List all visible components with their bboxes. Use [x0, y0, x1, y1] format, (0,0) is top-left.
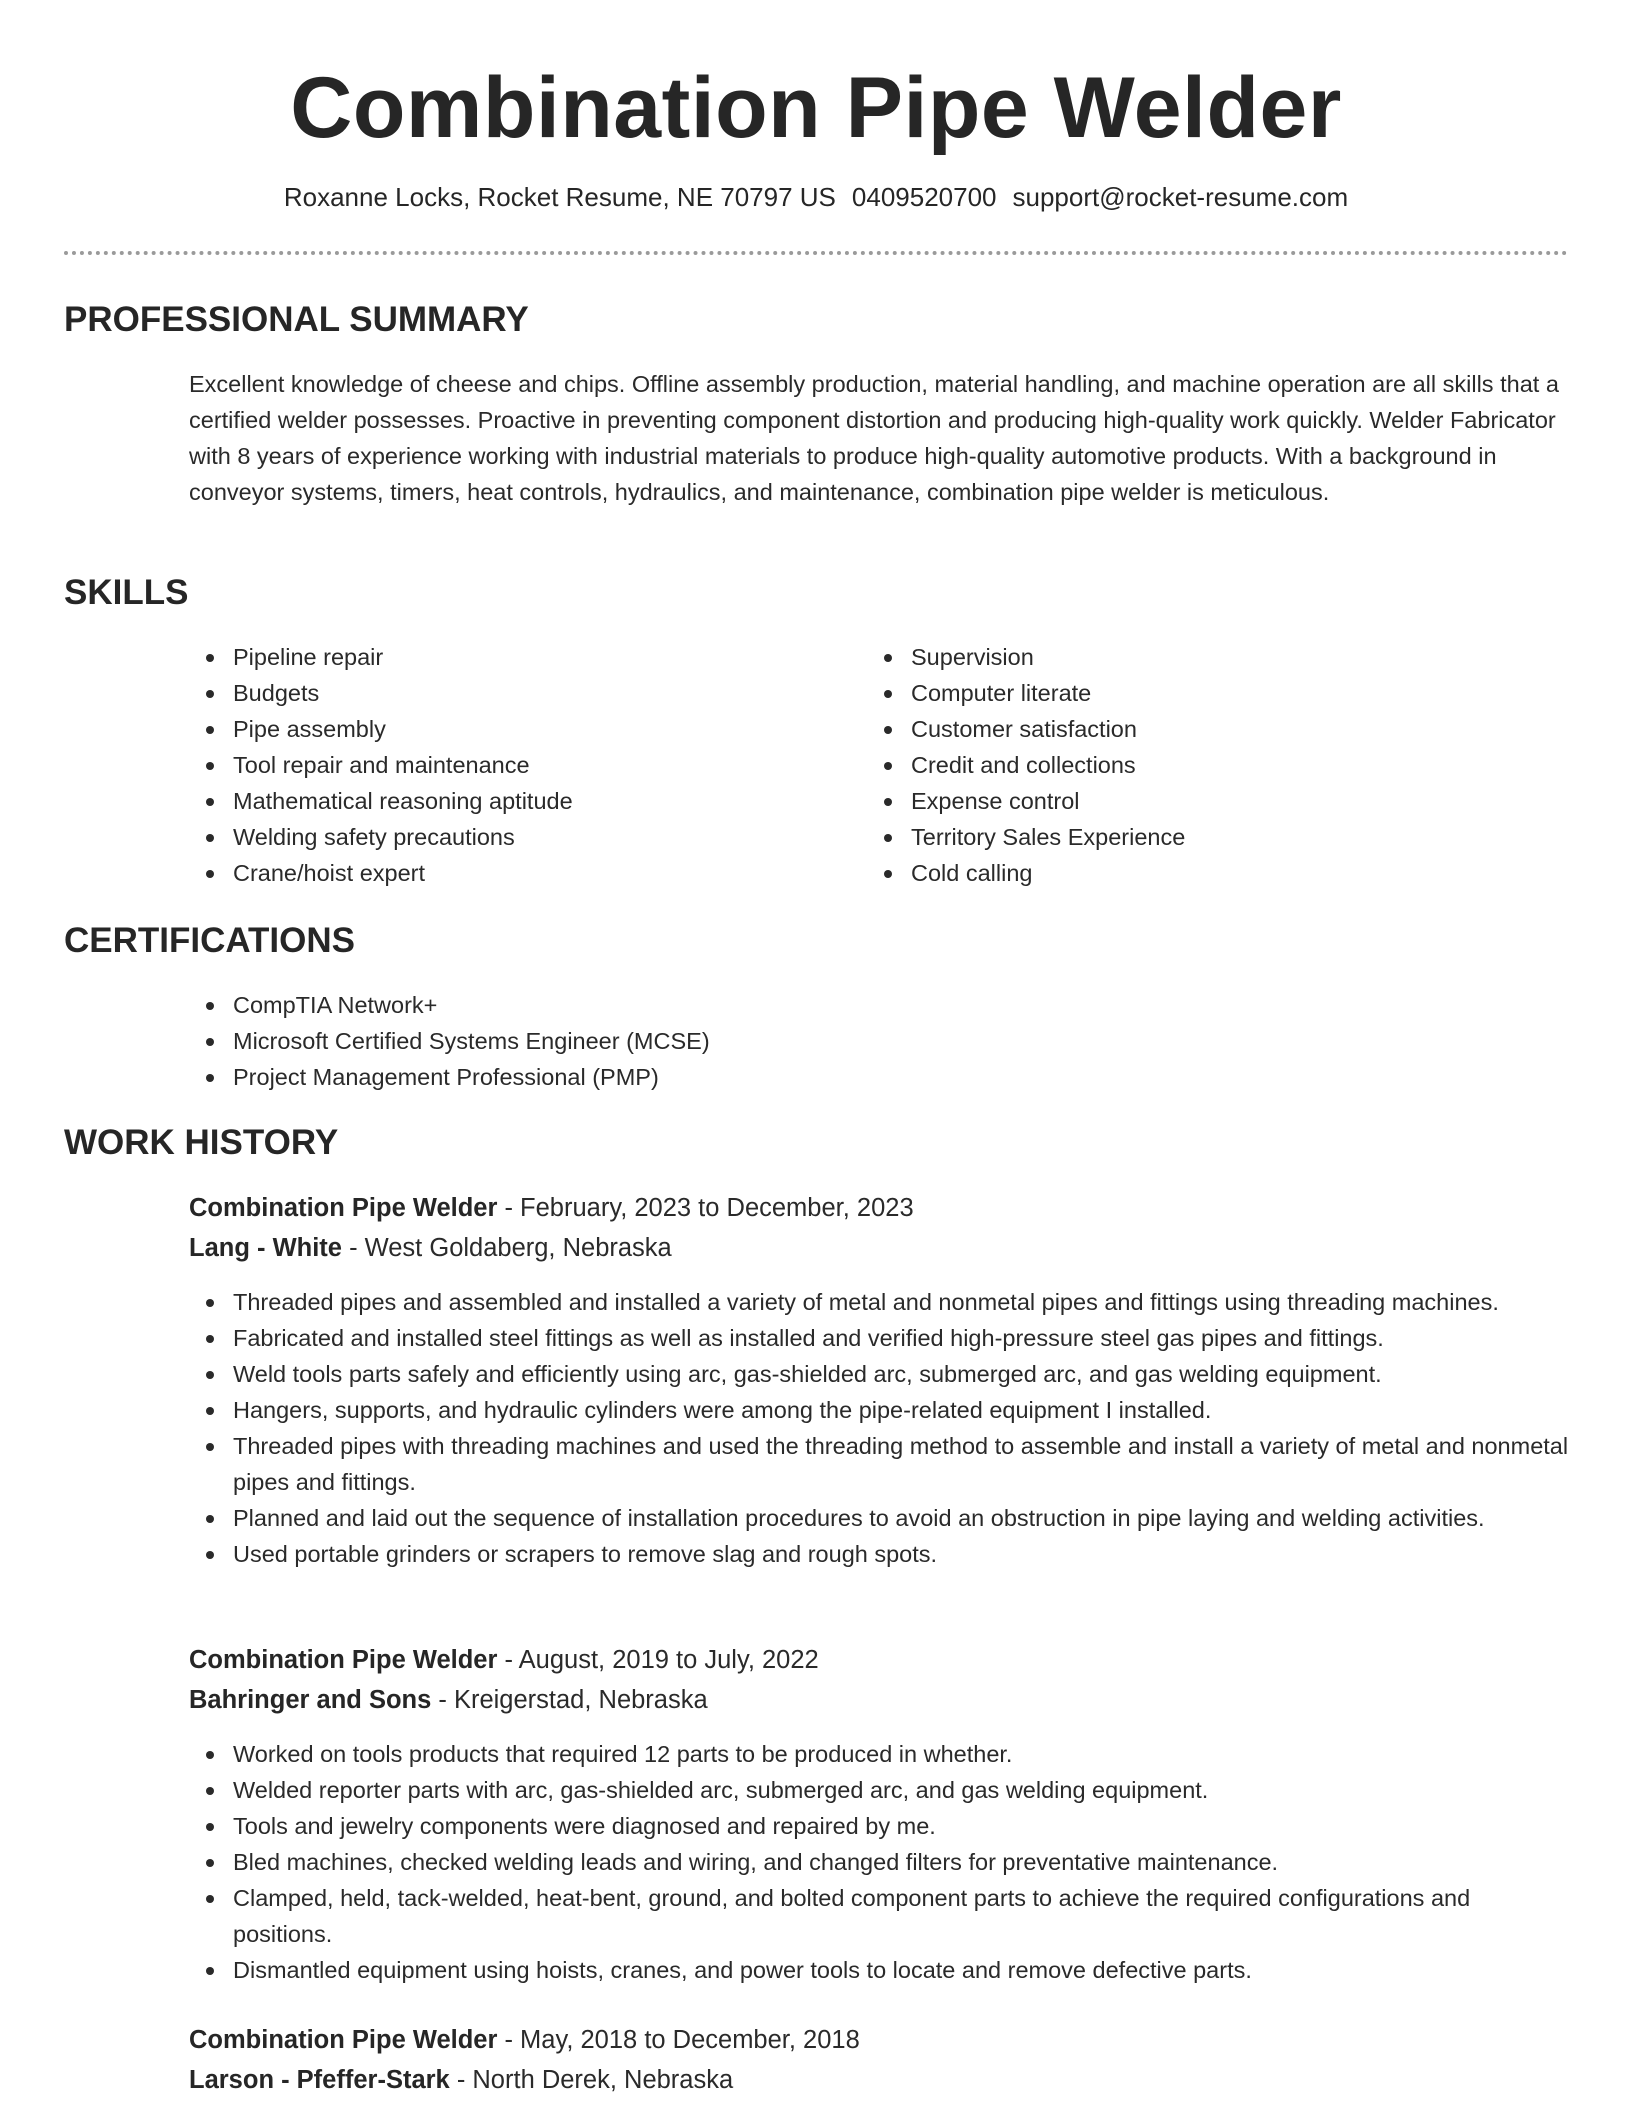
list-item: Welded reporter parts with arc, gas-shielded arc, submerged arc, and gas welding equipment. [189, 1772, 1569, 1808]
list-item: Expense control [867, 783, 1487, 819]
contact-line [0, 180, 1632, 214]
job-company: Lang - White [189, 1234, 342, 1262]
job-title-line [189, 2022, 860, 2058]
list-item: Customer satisfaction [867, 711, 1487, 747]
job-dates: - August, 2019 to July, 2022 [497, 1646, 819, 1674]
work-history-heading: WORK HISTORY [64, 1123, 339, 1162]
list-item: Credit and collections [867, 747, 1487, 783]
summary-text: Excellent knowledge of cheese and chips. Offline assembly production, material handling, and machine operation are all skills that a certified welder possesses. Proactive in preventing component distortion and producing high-quality work quickly. Welder Fabricator with 8 years of experience working with industrial materials to produce high-quality automotive products. With a background in conveyor systems, timers, heat controls, hydraulics, and maintenance, combination pipe welder is meticulous. [189, 371, 1559, 505]
list-item: Clamped, held, tack-welded, heat-bent, ground, and bolted component parts to achieve the required configurations and positions. [189, 1880, 1569, 1952]
job-title-line [189, 1642, 819, 1678]
skills-list-left [189, 639, 809, 891]
job-title: Combination Pipe Welder [189, 1646, 498, 1674]
list-item: Territory Sales Experience [867, 819, 1487, 855]
job-location: - Kreigerstad, Nebraska [431, 1686, 708, 1714]
job-company-line [189, 1682, 708, 1718]
contact-email: support@rocket-resume.com [1012, 182, 1349, 212]
resume-name: Combination Pipe Welder [290, 60, 1342, 156]
job-bullets [189, 1284, 1569, 1572]
list-item: Microsoft Certified Systems Engineer (MCSE) [189, 1023, 1569, 1059]
job-company-line [189, 2062, 733, 2098]
job-title-line [189, 1190, 914, 1226]
skills-heading: SKILLS [64, 573, 189, 612]
list-item: Welding safety precautions [189, 819, 809, 855]
list-item: Planned and laid out the sequence of installation procedures to avoid an obstruction in pipe laying and welding activities. [189, 1500, 1569, 1536]
contact-address: Roxanne Locks, Rocket Resume, NE 70797 US [283, 182, 836, 212]
list-item: Mathematical reasoning aptitude [189, 783, 809, 819]
summary-heading: PROFESSIONAL SUMMARY [64, 300, 529, 339]
list-item: Budgets [189, 675, 809, 711]
job-bullets [189, 1736, 1569, 1988]
list-item: Threaded pipes and assembled and installed a variety of metal and nonmetal pipes and fittings using threading machines. [189, 1284, 1569, 1320]
list-item: Worked on tools products that required 12 parts to be produced in whether. [189, 1736, 1569, 1772]
list-item: Weld tools parts safely and efficiently using arc, gas-shielded arc, submerged arc, and gas welding equipment. [189, 1356, 1569, 1392]
list-item: Threaded pipes with threading machines and used the threading method to assemble and install a variety of metal and nonmetal pipes and fittings. [189, 1428, 1569, 1500]
list-item: Crane/hoist expert [189, 855, 809, 891]
job-title: Combination Pipe Welder [189, 1194, 498, 1222]
list-item: Bled machines, checked welding leads and wiring, and changed filters for preventative maintenance. [189, 1844, 1569, 1880]
job-dates: - May, 2018 to December, 2018 [497, 2026, 860, 2054]
list-item: Dismantled equipment using hoists, cranes, and power tools to locate and remove defective parts. [189, 1952, 1569, 1988]
list-item: Used portable grinders or scrapers to remove slag and rough spots. [189, 1536, 1569, 1572]
job-company: Larson - Pfeffer-Stark [189, 2066, 450, 2094]
job-dates: - February, 2023 to December, 2023 [497, 1194, 914, 1222]
list-item: Cold calling [867, 855, 1487, 891]
list-item: Tools and jewelry components were diagnosed and repaired by me. [189, 1808, 1569, 1844]
list-item: CompTIA Network+ [189, 987, 1569, 1023]
list-item: Pipe assembly [189, 711, 809, 747]
job-company-line [189, 1230, 672, 1266]
list-item: Fabricated and installed steel fittings as well as installed and verified high-pressure steel gas pipes and fittings. [189, 1320, 1569, 1356]
list-item: Pipeline repair [189, 639, 809, 675]
job-location: - West Goldaberg, Nebraska [341, 1234, 672, 1262]
list-item: Hangers, supports, and hydraulic cylinders were among the pipe-related equipment I installed. [189, 1392, 1569, 1428]
skills-list-right [867, 639, 1487, 891]
list-item: Project Management Professional (PMP) [189, 1059, 1569, 1095]
job-company: Bahringer and Sons [189, 1686, 432, 1714]
list-item: Computer literate [867, 675, 1487, 711]
job-location: - North Derek, Nebraska [449, 2066, 734, 2094]
list-item: Supervision [867, 639, 1487, 675]
contact-phone: 0409520700 [851, 182, 997, 212]
job-title: Combination Pipe Welder [189, 2026, 498, 2054]
certifications-heading: CERTIFICATIONS [64, 921, 356, 960]
header-divider [64, 251, 1568, 255]
list-item: Tool repair and maintenance [189, 747, 809, 783]
certifications-list [189, 987, 1569, 1095]
